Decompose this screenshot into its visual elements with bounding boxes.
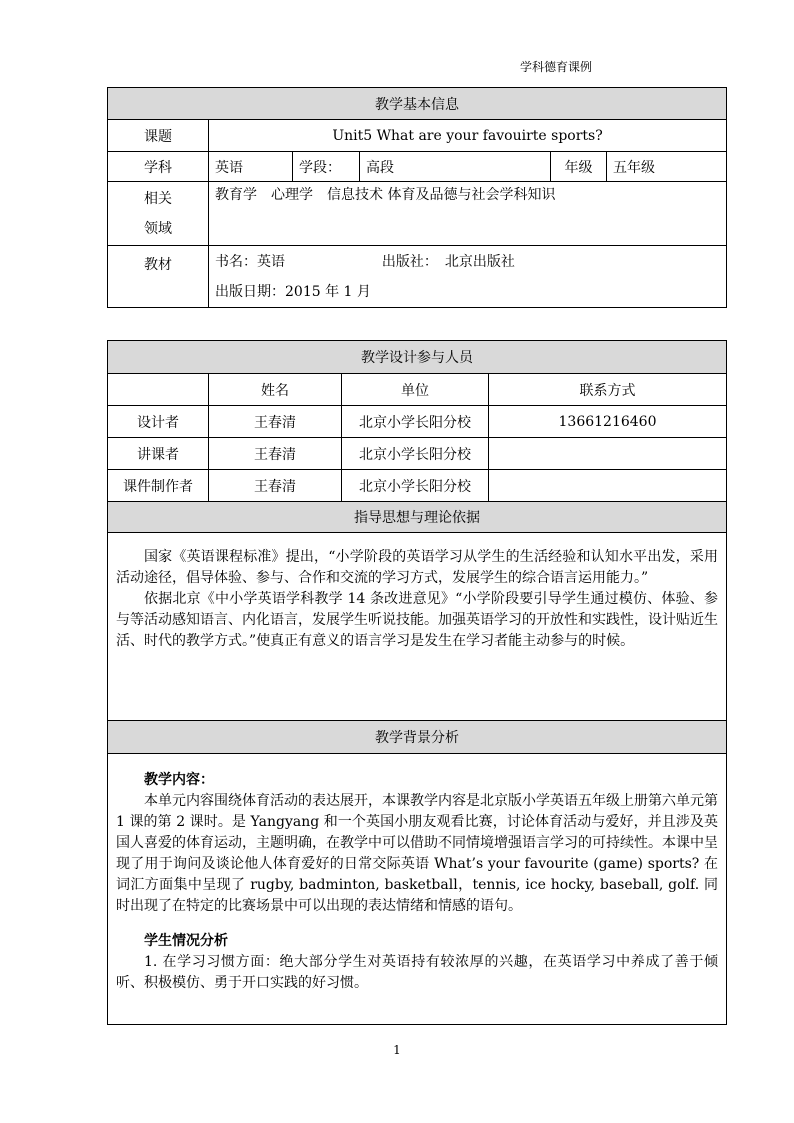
basic-info-title: 教学基本信息 <box>108 88 727 120</box>
guidance-body <box>108 533 727 721</box>
stage-value: 高段 <box>360 152 551 182</box>
name-cell: 王春清 <box>209 406 342 438</box>
topic-label: 课题 <box>108 120 209 152</box>
publish-date: 出版日期：2015 年 1 月 <box>215 284 371 300</box>
name-cell: 王春清 <box>209 470 342 502</box>
unit-cell: 北京小学长阳分校 <box>342 406 489 438</box>
student-heading: 学生情况分析 <box>144 933 228 949</box>
guidance-paragraph-2: 依据北京《中小学英语学科教学 14 条改进意见》“小学阶段要引导学生通过模仿、体验、参与等活动感知语言、内化语言，发展学生听说技能。加强英语学习的开放性和实践性，设计贴近生活、时代的教学方式。”使真正有意义的语言学习是发生在学习者能主动参与的时候。 <box>116 591 718 649</box>
subject-value: 英语 <box>209 152 293 182</box>
contact-cell <box>489 470 727 502</box>
stage-label: 学段： <box>293 152 360 182</box>
related-fields-label <box>108 182 209 246</box>
related-fields-label-line2: 领域 <box>144 220 172 237</box>
unit-cell: 北京小学长阳分校 <box>342 438 489 470</box>
guidance-paragraph-1: 国家《英语课程标准》提出，“小学阶段的英语学习从学生的生活经验和认知水平出发，采用活动途径，倡导体验、参与、合作和交流的学习方式，发展学生的综合语言运用能力。” <box>116 549 718 586</box>
participants-title: 教学设计参与人员 <box>108 341 727 374</box>
content-text: 本单元内容围绕体育活动的表达展开，本课教学内容是北京版小学英语五年级上册第六单元第 1 课的第 2 课时。是 Yangyang 和一个英国小朋友观看比赛，讨论体育活动与爱好，并且涉及英国人喜爱的体育运动，主题明确，在教学中可以借助不同情境增强语言学习的可持续性。本课中呈现了用于询问及谈论他人体育爱好的日常交际英语 What’s your favourite (game) sports? 在词汇方面集中呈现了 rugby, badminton, basketball，tennis, ice hocky, baseball, golf. 同时出现了在特定的比赛场景中可以出现的表达情绪和情感的语句。 <box>116 793 718 914</box>
column-header-blank <box>108 374 209 406</box>
topic-value: Unit5 What are your favouirte sports? <box>209 120 727 152</box>
table-row <box>108 406 727 438</box>
guidance-title: 指导思想与理论依据 <box>108 502 727 533</box>
role-cell: 设计者 <box>108 406 209 438</box>
role-cell: 讲课者 <box>108 438 209 470</box>
page-header: 学科德育课例 <box>520 60 593 74</box>
book-name: 书名：英语 <box>215 254 285 270</box>
grade-value: 五年级 <box>607 152 727 182</box>
background-title: 教学背景分析 <box>108 721 727 754</box>
content-heading: 教学内容： <box>144 772 214 788</box>
table-row <box>108 438 727 470</box>
participants-table <box>107 340 727 1025</box>
column-header-unit: 单位 <box>342 374 489 406</box>
subject-label: 学科 <box>108 152 209 182</box>
unit-cell: 北京小学长阳分校 <box>342 470 489 502</box>
role-cell: 课件制作者 <box>108 470 209 502</box>
contact-cell <box>489 438 727 470</box>
page-number: 1 <box>393 1043 401 1057</box>
grade-label: 年级 <box>551 152 607 182</box>
basic-info-table <box>107 87 727 308</box>
textbook-label: 教材 <box>108 246 209 308</box>
name-cell: 王春清 <box>209 438 342 470</box>
textbook-info <box>209 246 727 308</box>
related-fields-value: 教育学 心理学 信息技术 体育及品德与社会学科知识 <box>209 182 727 246</box>
background-body <box>108 754 727 1025</box>
student-text: 1. 在学习习惯方面：绝大部分学生对英语持有较浓厚的兴趣，在英语学习中养成了善于倾听、积极模仿、勇于开口实践的好习惯。 <box>116 954 718 991</box>
column-header-contact: 联系方式 <box>489 374 727 406</box>
contact-cell: 13661216460 <box>489 406 727 438</box>
publisher: 出版社： 北京出版社 <box>381 254 515 270</box>
related-fields-label-line1: 相关 <box>144 190 172 207</box>
table-row <box>108 470 727 502</box>
column-header-name: 姓名 <box>209 374 342 406</box>
